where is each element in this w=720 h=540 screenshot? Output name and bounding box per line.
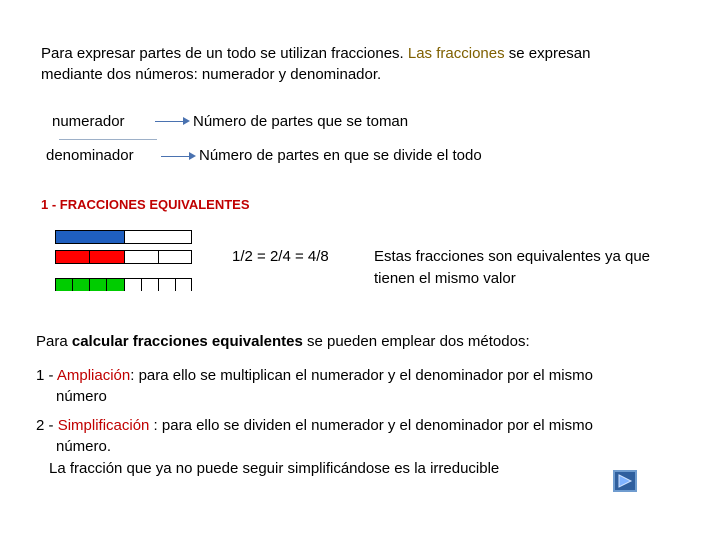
method-2-continuation: número. xyxy=(56,438,112,455)
fraction-cell xyxy=(142,279,159,291)
equivalence-note-line-1: Estas fracciones son equivalentes ya que xyxy=(374,248,650,265)
intro-line-2: mediante dos números: numerador y denominador. xyxy=(41,66,382,83)
fraction-cell xyxy=(159,279,176,291)
fraction-bar-4 xyxy=(55,250,192,264)
fraction-cell xyxy=(56,231,125,243)
denominator-description: Número de partes en que se divide el todo xyxy=(199,147,482,164)
equivalence-note-line-2: tienen el mismo valor xyxy=(374,270,516,287)
play-next-icon xyxy=(617,474,633,488)
numerator-arrow-icon xyxy=(155,121,188,122)
fraction-cell xyxy=(56,279,73,291)
fraction-cell xyxy=(176,279,193,291)
fraction-bar-line xyxy=(59,139,157,140)
method-1-name: Ampliación xyxy=(56,367,131,384)
denominator-arrow-icon xyxy=(161,156,194,157)
fraction-cell xyxy=(125,251,159,263)
fraction-cell xyxy=(159,251,193,263)
equivalence-equation: 1/2 = 2/4 = 4/8 xyxy=(232,248,329,265)
denominator-term: denominador xyxy=(46,147,134,164)
method-1: 1 - Ampliación: para ello se multiplican el numerador y el denominador por el mismo xyxy=(36,367,593,384)
fraction-bar-2 xyxy=(55,230,192,244)
methods-intro: Para calcular fracciones equivalentes se pueden emplear dos métodos: xyxy=(36,333,530,350)
fraction-cell xyxy=(56,251,90,263)
fraction-cell xyxy=(73,279,90,291)
methods-intro-bold: calcular fracciones equivalentes xyxy=(71,333,303,350)
fraction-bar-8 xyxy=(55,278,192,291)
numerator-term: numerador xyxy=(52,113,125,130)
intro-highlight: Las fracciones xyxy=(407,45,505,62)
method-2: 2 - Simplificación : para ello se dividen el numerador y el denominador por el mismo xyxy=(36,417,593,434)
method-1-continuation: número xyxy=(56,388,107,405)
numerator-description: Número de partes que se toman xyxy=(193,113,409,130)
section-heading: 1 - FRACCIONES EQUIVALENTES xyxy=(41,197,250,212)
next-slide-button[interactable] xyxy=(613,470,637,492)
fraction-cell xyxy=(90,279,107,291)
irreducible-note: La fracción que ya no puede seguir simplificándose es la irreducible xyxy=(49,460,500,477)
fraction-cell xyxy=(125,279,142,291)
fraction-cell xyxy=(90,251,124,263)
fraction-cell xyxy=(125,231,194,243)
method-2-name: Simplificación xyxy=(57,417,150,434)
fraction-cell xyxy=(107,279,124,291)
intro-line-1: Para expresar partes de un todo se utilizan fracciones. Las fracciones se expresan xyxy=(41,45,591,62)
